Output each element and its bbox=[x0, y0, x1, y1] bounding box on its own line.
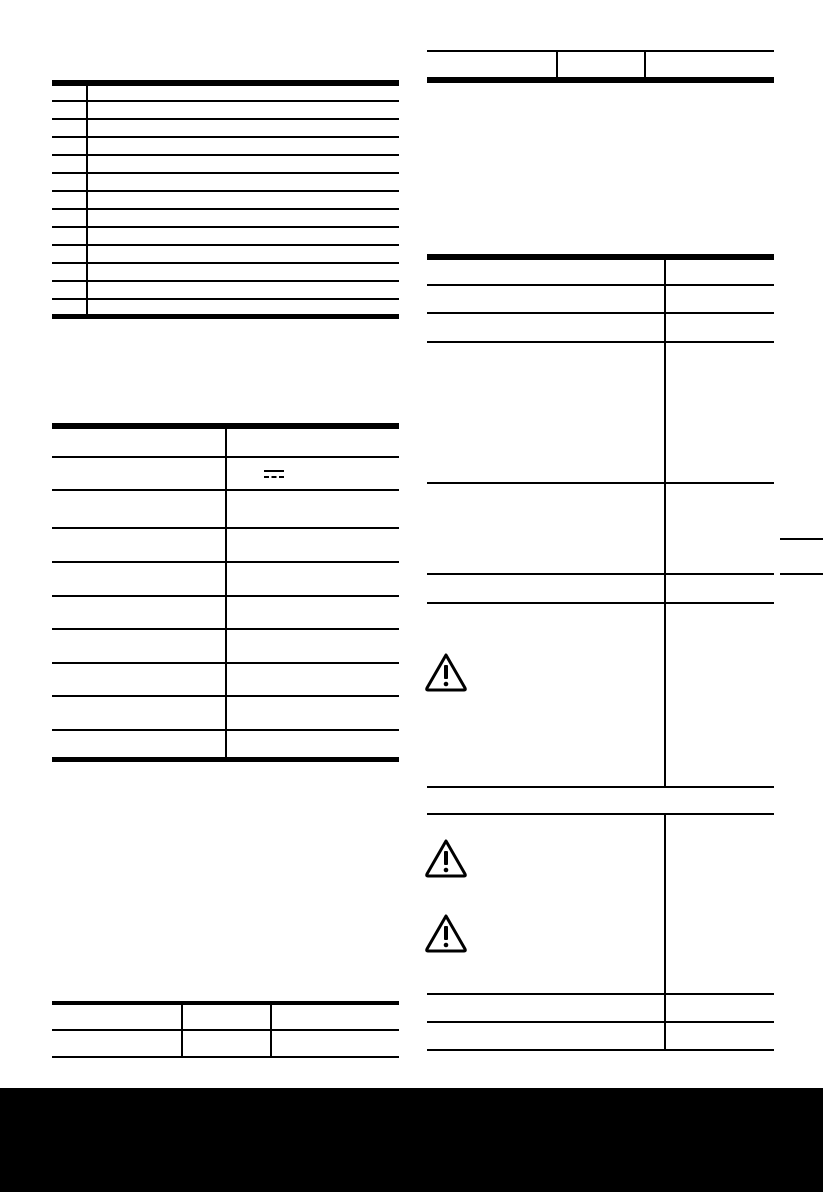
table-row-rule bbox=[52, 1029, 399, 1031]
table-row-rule bbox=[52, 208, 399, 210]
table-row-rule bbox=[427, 813, 774, 815]
table-row-rule bbox=[427, 341, 774, 343]
table-bottom-rule bbox=[52, 1056, 399, 1058]
table-row-rule bbox=[52, 729, 399, 731]
warning-triangle-icon bbox=[424, 913, 468, 953]
table-row-rule bbox=[52, 244, 399, 246]
table-bottom-rule bbox=[427, 77, 774, 83]
table-row-rule bbox=[427, 786, 774, 788]
table-top-rule bbox=[52, 1001, 399, 1005]
table-row-rule bbox=[52, 298, 399, 300]
table-column-divider bbox=[664, 260, 666, 787]
side-tab-rule-top bbox=[780, 538, 823, 540]
table-row-rule bbox=[52, 100, 399, 102]
table-row-rule bbox=[427, 312, 774, 314]
table-column-divider bbox=[181, 1005, 183, 1057]
table-row-rule bbox=[427, 482, 774, 484]
table-row-rule bbox=[52, 456, 399, 458]
table-top-rule bbox=[427, 50, 774, 52]
table-row-rule bbox=[52, 262, 399, 264]
table-column-divider bbox=[556, 50, 558, 78]
table-row-rule bbox=[52, 527, 399, 529]
table-top-rule bbox=[52, 80, 399, 86]
table-row-rule bbox=[52, 280, 399, 282]
table-row-rule bbox=[427, 1021, 774, 1023]
table-row-rule bbox=[52, 561, 399, 563]
direct-current-symbol-icon bbox=[264, 470, 284, 479]
table-row-rule bbox=[427, 573, 774, 575]
table-column-divider bbox=[644, 50, 646, 78]
table-row-rule bbox=[52, 190, 399, 192]
table-row-rule bbox=[52, 154, 399, 156]
table-bottom-rule bbox=[427, 1049, 774, 1051]
side-tab-rule-bottom bbox=[780, 573, 823, 575]
table-row-rule bbox=[52, 136, 399, 138]
table-row-rule bbox=[52, 595, 399, 597]
table-bottom-rule bbox=[52, 757, 399, 762]
table-row-rule bbox=[52, 662, 399, 664]
table-row-rule bbox=[427, 602, 774, 604]
warning-triangle-icon bbox=[424, 652, 468, 692]
table-row-rule bbox=[52, 226, 399, 228]
table-top-rule bbox=[427, 254, 774, 260]
table-row-rule bbox=[52, 489, 399, 491]
table-column-divider bbox=[270, 1005, 272, 1057]
table-column-divider bbox=[225, 429, 227, 757]
table-row-rule bbox=[52, 695, 399, 697]
table-bottom-rule bbox=[52, 314, 399, 319]
table-row-rule bbox=[52, 172, 399, 174]
warning-triangle-icon bbox=[424, 838, 468, 878]
page-footer-band bbox=[0, 1088, 823, 1192]
table-row-rule bbox=[52, 118, 399, 120]
table-row-rule bbox=[427, 993, 774, 995]
table-row-rule bbox=[427, 284, 774, 286]
table-row-rule bbox=[52, 628, 399, 630]
table-column-divider bbox=[664, 814, 666, 1050]
